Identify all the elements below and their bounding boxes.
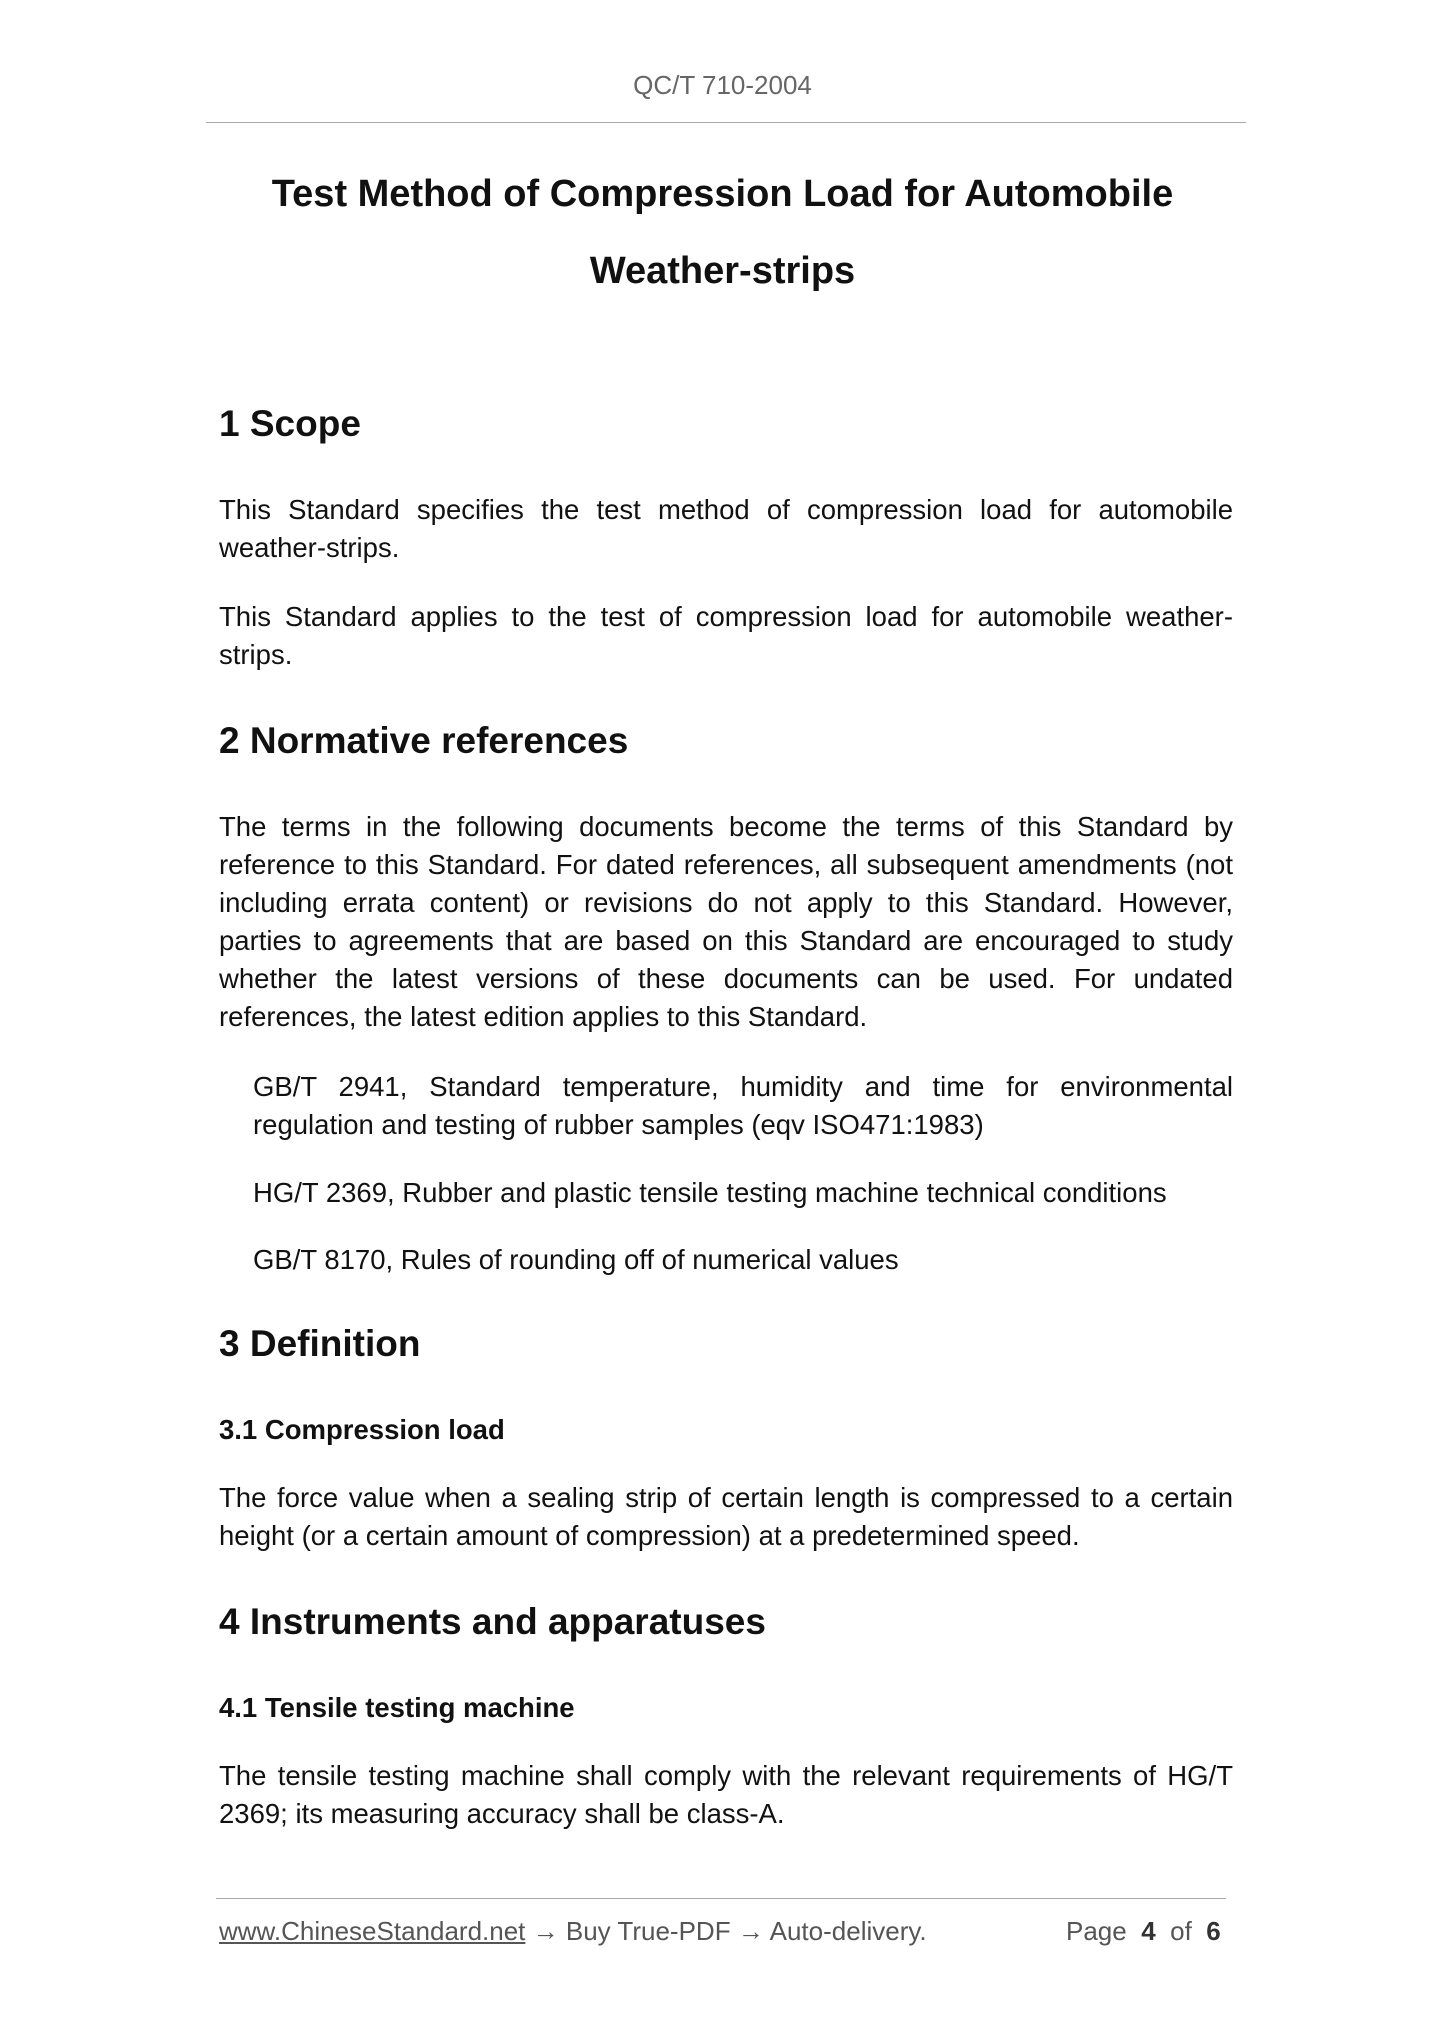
page-total: 6 [1206,1916,1221,1946]
buy-pdf-text: Buy True-PDF [565,1916,731,1946]
subsection-compression-load-heading: 3.1 Compression load [219,1414,505,1445]
page-indicator [1066,1916,1221,1947]
subsection-tensile-machine-heading: 4.1 Tensile testing machine [219,1692,575,1723]
header-divider [206,122,1246,123]
reference-item: GB/T 2941, Standard temperature, humidity and time for environmental regulation and testing of rubber samples (eqv ISO471:1983) [253,1071,1233,1140]
page-current: 4 [1141,1916,1156,1946]
auto-delivery-text: Auto-delivery. [769,1916,927,1946]
section-definition-heading: 3 Definition [219,1323,421,1364]
normative-paragraph: The terms in the following documents become the terms of this Standard by reference to this Standard. For dated references, all subsequent amendments (not including errata content) or revisions do not apply to this Standard. However, parties to agreements that are based on this Standard are encouraged to study whether the latest versions of these documents can be used. For undated references, the latest edition applies to this Standard. [219,811,1233,1032]
footer-divider [216,1898,1226,1899]
instruments-paragraph: The tensile testing machine shall comply with the relevant requirements of HG/T 2369; its measuring accuracy shall be class-A. [219,1760,1233,1829]
footer-promo [219,1916,927,1947]
scope-paragraph-1: This Standard specifies the test method of compression load for automobile weather-strips. [219,494,1233,563]
document-title-line-1: Test Method of Compression Load for Automobile [271,173,1174,215]
website-link[interactable]: www.ChineseStandard.net [219,1916,526,1946]
section-normative-heading: 2 Normative references [219,720,629,761]
page-label: Page [1066,1916,1127,1946]
document-title-line-2: Weather-strips [589,250,856,292]
header-standard-code: QC/T 710-2004 [633,70,812,100]
section-scope-heading: 1 Scope [219,403,361,444]
definition-paragraph: The force value when a sealing strip of certain length is compressed to a certain height (or a certain amount of compression) at a predetermined speed. [219,1482,1233,1551]
reference-item: HG/T 2369, Rubber and plastic tensile testing machine technical conditions [253,1177,1167,1208]
of-label: of [1170,1916,1192,1946]
section-instruments-heading: 4 Instruments and apparatuses [219,1601,766,1642]
scope-paragraph-2: This Standard applies to the test of compression load for automobile weather-strips. [219,601,1233,670]
arrow-right-icon: → [737,1916,764,1946]
arrow-right-icon: → [532,1916,559,1946]
reference-item: GB/T 8170, Rules of rounding off of numerical values [253,1244,899,1275]
